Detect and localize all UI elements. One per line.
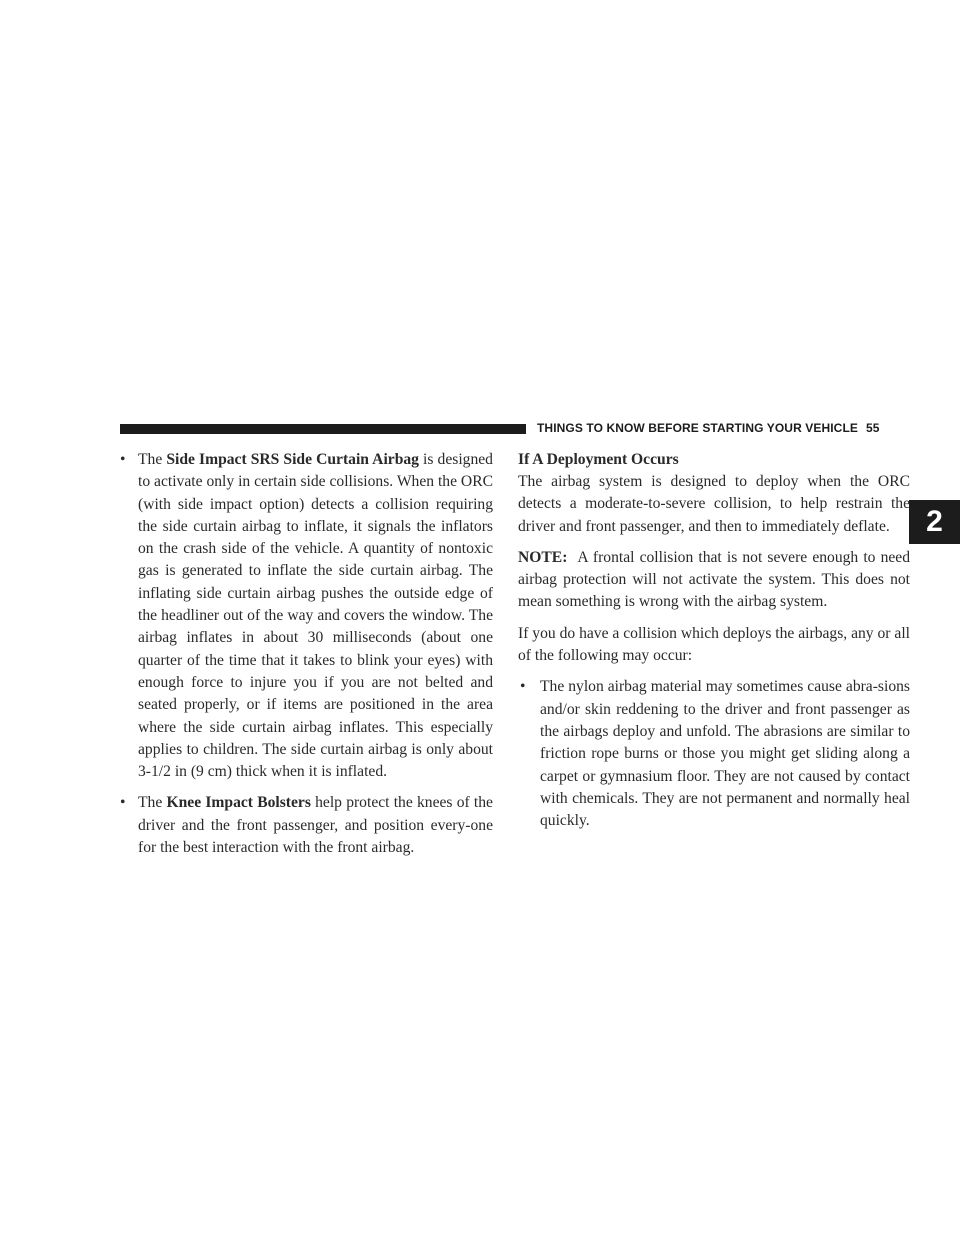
bullet-term: Side Impact SRS Side Curtain Airbag — [166, 451, 419, 468]
section-heading: If A Deployment Occurs — [518, 451, 679, 468]
bullet-lead: The — [138, 451, 167, 468]
bullet-term: Knee Impact Bolsters — [166, 794, 311, 812]
header-rule — [120, 424, 526, 434]
bullet-lead: The — [138, 794, 167, 812]
bullet-dot-icon: • — [520, 678, 526, 696]
collision-paragraph: If you do have a collision which deploys the airbags, any or all of the following may occur: — [518, 624, 910, 665]
note-text: A frontal collision that is not severe enough to need airbag protection will not activate the system. This does not mean something is wrong with the airbag system. — [518, 548, 910, 611]
bullet-knee-bolsters — [120, 792, 493, 859]
bullet-dot-icon: • — [120, 451, 126, 468]
note-label: NOTE: — [518, 548, 568, 566]
bullet-side-curtain-airbag — [120, 449, 493, 783]
running-head-title: THINGS TO KNOW BEFORE STARTING YOUR VEHICLE — [537, 421, 858, 435]
bullet-text: is designed to activate only in certain side collisions. When the ORC (with side impact option) detects a collision requiring the side curtain airbag to inflate, it signals the inflators on the crash side of the vehicle. A quantity of nontoxic gas is generated to inflate the side curtain airbag. The inflating side curtain airbag pushes the outside edge of the headliner out of the way and covers the window. The airbag inflates in about 30 milliseconds (about one quarter of the time that it takes to blink your eyes) with enough force to injure you if you are not belted and seated properly, or if items are positioned in the area where the side curtain airbag inflates. This especially applies to children. The side curtain airbag is only about 3-1/2 in (9 cm) thick when it is inflated. — [138, 451, 493, 781]
left-column — [120, 449, 493, 868]
bullet-nylon-material — [518, 676, 910, 832]
running-head — [537, 421, 908, 435]
chapter-tab: 2 — [909, 500, 960, 544]
note-paragraph — [518, 547, 910, 614]
bullet-text: The nylon airbag material may sometimes cause abra-sions and/or skin reddening to the driver and front passenger as the airbags deploy and unfold. The abrasions are similar to friction rope burns or those you might get sliding along a carpet or gymnasium floor. They are not caused by contact with chemicals. They are not permanent and normally heal quickly. — [540, 678, 910, 830]
bullet-text: help protect the knees of the driver and the front passenger, and position every-one for the best interaction with the front airbag. — [138, 794, 493, 857]
intro-paragraph: The airbag system is designed to deploy when the ORC detects a moderate-to-severe collision, to help restrain the driver and front passenger, and then to immediately deflate. — [518, 473, 910, 535]
page-number: 55 — [865, 421, 880, 435]
right-column — [518, 449, 910, 841]
bullet-dot-icon: • — [120, 794, 126, 812]
